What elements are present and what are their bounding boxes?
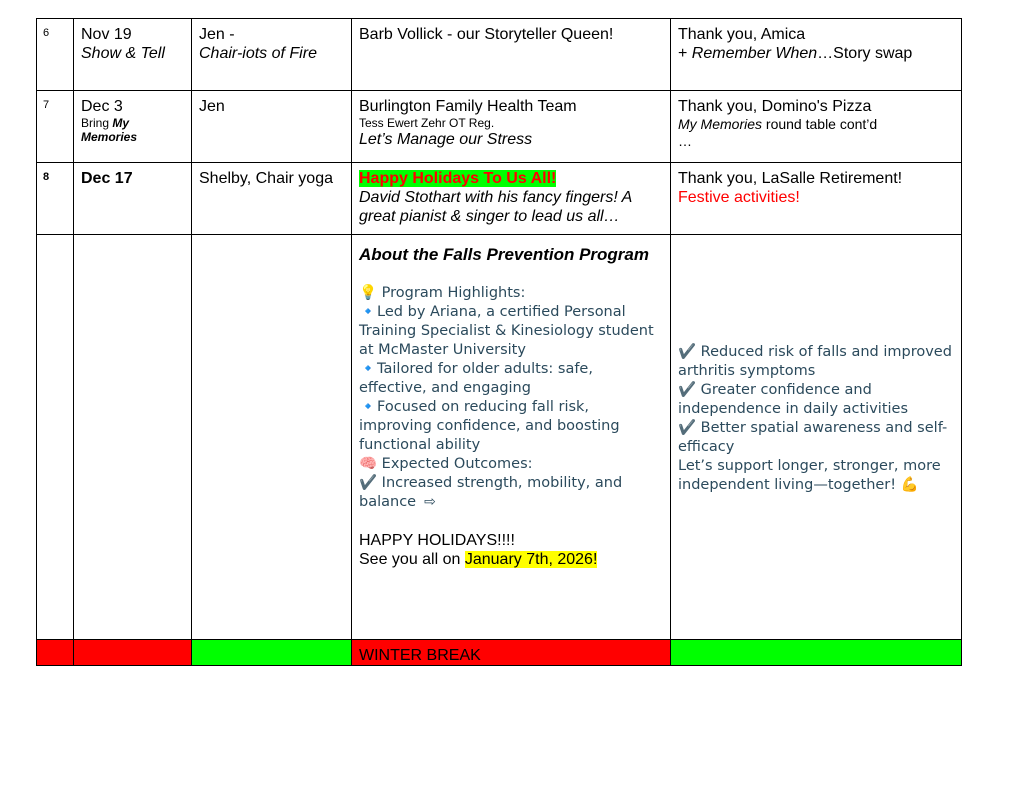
about-program xyxy=(352,235,671,640)
date-text: Dec 17 xyxy=(81,170,133,187)
outcomes-list xyxy=(678,343,954,495)
thanks-italic: Remember When xyxy=(691,45,818,62)
table-row xyxy=(37,91,962,163)
outcome-item: ✔️ Reduced risk of falls and improved arthritis symptoms xyxy=(678,344,952,379)
red-cell xyxy=(74,640,192,666)
green-cell xyxy=(671,640,962,666)
outcome-item: ✔️ Greater confidence and independence in daily activities xyxy=(678,382,909,417)
leader-text: Jen - xyxy=(199,26,235,43)
memories-text: My Memories xyxy=(81,116,138,144)
empty-cell xyxy=(192,235,352,640)
thanks-subtitle xyxy=(678,116,954,133)
red-cell xyxy=(37,640,74,666)
bring-text: Bring xyxy=(81,116,113,130)
thanks-ellipsis: … xyxy=(678,133,692,149)
session-number: 7 xyxy=(37,91,74,163)
highlight-item: 🔹Led by Ariana, a certified Personal Training Specialist & Kinesiology student at McMaster University xyxy=(359,304,654,358)
arrow-right-icon: ⇨ xyxy=(424,494,436,510)
about-outcomes xyxy=(671,235,962,640)
session-number: 8 xyxy=(37,163,74,235)
thanks-prefix: + xyxy=(678,45,692,62)
session-topic xyxy=(352,91,671,163)
highlight-item: 🔹Tailored for older adults: safe, effective, and engaging xyxy=(359,361,593,396)
topic-text: Barb Vollick - our Storyteller Queen! xyxy=(359,26,614,43)
leader-text: Jen xyxy=(199,98,225,115)
highlights-label: 💡 Program Highlights: xyxy=(359,285,526,301)
highlight-item: 🔹Focused on reducing fall risk, improving confidence, and boosting functional ability xyxy=(359,399,620,453)
program-highlights xyxy=(359,284,663,512)
empty-cell xyxy=(74,235,192,640)
session-number: 6 xyxy=(37,19,74,91)
green-cell xyxy=(192,640,352,666)
session-thanks xyxy=(671,91,962,163)
session-date xyxy=(74,91,192,163)
winter-break-row xyxy=(37,640,962,666)
about-title: About the Falls Prevention Program xyxy=(359,245,649,264)
outcome-item: ✔️ Better spatial awareness and self-efficacy xyxy=(678,420,948,455)
topic-text: Burlington Family Health Team xyxy=(359,98,577,115)
about-row xyxy=(37,235,962,640)
schedule-table xyxy=(36,18,962,666)
holiday-highlight: Happy Holidays To Us All! xyxy=(359,170,557,187)
session-leader xyxy=(192,91,352,163)
festive-text: Festive activities! xyxy=(678,189,800,206)
topic-italic: Let’s Manage our Stress xyxy=(359,131,533,148)
see-you-line xyxy=(359,550,663,569)
table-row xyxy=(37,19,962,91)
happy-holidays: HAPPY HOLIDAYS!!!! xyxy=(359,532,515,549)
thanks-subtitle xyxy=(678,44,954,63)
thanks-text: Thank you, LaSalle Retirement! xyxy=(678,170,903,187)
date-text: Nov 19 xyxy=(81,26,132,43)
thanks-suffix: round table cont’d xyxy=(762,116,878,132)
thanks-text: Thank you, Domino's Pizza xyxy=(678,98,872,115)
leader-subtitle: Chair-iots of Fire xyxy=(199,45,317,62)
table-row xyxy=(37,163,962,235)
thanks-italic: My Memories xyxy=(678,116,763,132)
outcomes-label: 🧠 Expected Outcomes: xyxy=(359,456,533,472)
session-thanks xyxy=(671,163,962,235)
session-date xyxy=(74,19,192,91)
see-you-text: See you all on xyxy=(359,551,465,568)
session-leader xyxy=(192,163,352,235)
empty-cell xyxy=(37,235,74,640)
date-subtitle xyxy=(81,116,184,144)
thanks-suffix: …Story swap xyxy=(817,45,913,62)
winter-break-cell: WINTER BREAK xyxy=(352,640,671,666)
session-date xyxy=(74,163,192,235)
outcome-text: ✔️ Increased strength, mobility, and balance xyxy=(359,475,623,510)
closing-message: Let’s support longer, stronger, more independent living—together! 💪 xyxy=(678,458,941,493)
session-topic xyxy=(352,163,671,235)
session-leader xyxy=(192,19,352,91)
return-date: January 7th, 2026! xyxy=(464,551,598,568)
outcome-item xyxy=(359,474,663,512)
thanks-text: Thank you, Amica xyxy=(678,26,806,43)
leader-text: Shelby, Chair yoga xyxy=(199,170,333,187)
topic-speaker: Tess Ewert Zehr OT Reg. xyxy=(359,116,495,130)
session-thanks xyxy=(671,19,962,91)
date-subtitle: Show & Tell xyxy=(81,45,165,62)
session-topic xyxy=(352,19,671,91)
date-text: Dec 3 xyxy=(81,98,123,115)
topic-italic: David Stothart with his fancy fingers! A great pianist & singer to lead us all… xyxy=(359,189,632,225)
